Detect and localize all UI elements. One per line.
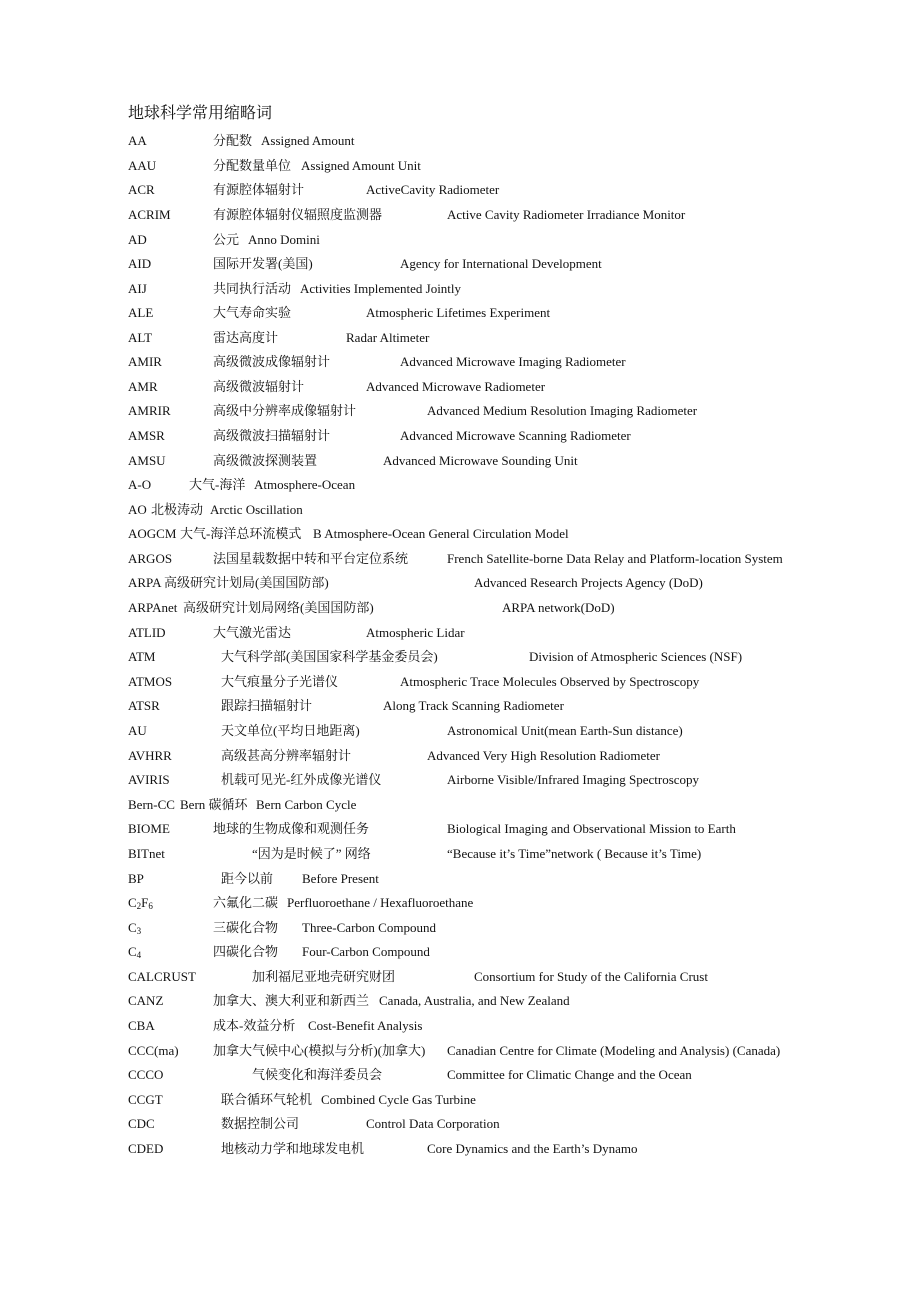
- chinese-term: 国际开发署(美国): [213, 256, 313, 271]
- abbreviation: Bern-CC: [128, 797, 175, 812]
- abbreviation-subscript: 3: [136, 926, 142, 936]
- abbreviation-row: [0, 893, 920, 913]
- abbreviation: AA: [128, 133, 147, 148]
- abbreviation-base: C: [128, 895, 137, 910]
- abbreviation-subscript: 6: [148, 901, 153, 911]
- english-term: Three-Carbon Compound: [302, 920, 436, 935]
- abbreviation: BITnet: [128, 846, 165, 861]
- abbreviation: AO: [128, 502, 147, 517]
- chinese-term: 六氟化二碳: [213, 895, 279, 910]
- abbreviation-row: [0, 426, 920, 446]
- english-term: Advanced Research Projects Agency (DoD): [474, 575, 703, 590]
- abbreviation-row: [0, 451, 920, 471]
- chinese-term: 成本-效益分析: [213, 1018, 296, 1033]
- english-term: Atmospheric Trace Molecules Observed by Spectroscopy: [400, 674, 700, 689]
- english-term: Advanced Microwave Sounding Unit: [383, 453, 578, 468]
- english-term: Active Cavity Radiometer Irradiance Monitor: [447, 207, 686, 222]
- abbreviation-row: [0, 869, 920, 889]
- abbreviation: ATLID: [128, 625, 166, 640]
- abbreviation-row: [0, 230, 920, 250]
- chinese-term: 共同执行活动: [213, 281, 292, 296]
- abbreviation: AIJ: [128, 281, 147, 296]
- abbreviation: CDC: [128, 1116, 155, 1131]
- english-term: Assigned Amount Unit: [301, 158, 421, 173]
- english-term: Control Data Corporation: [366, 1116, 500, 1131]
- abbreviation: A-O: [128, 477, 152, 492]
- english-term: Advanced Microwave Radiometer: [366, 379, 546, 394]
- abbreviation: CALCRUST: [128, 969, 196, 984]
- english-term: Four-Carbon Compound: [302, 944, 430, 959]
- abbreviation: ATSR: [128, 698, 160, 713]
- abbreviation: CCC(ma): [128, 1043, 179, 1058]
- chinese-term: 联合循环气轮机: [221, 1092, 313, 1107]
- abbreviation-row: [0, 401, 920, 421]
- abbreviation-row: [0, 819, 920, 839]
- abbreviation: AID: [128, 256, 152, 271]
- abbreviation-row: [0, 254, 920, 274]
- abbreviation-subscript: 2: [136, 901, 142, 911]
- abbreviation: ALT: [128, 330, 153, 345]
- abbreviation: BIOME: [128, 821, 170, 836]
- english-term: Canadian Centre for Climate (Modeling and Analysis) (Canada): [447, 1043, 781, 1058]
- abbreviation-row: [0, 524, 920, 544]
- chinese-term: 大气-海洋: [189, 477, 246, 492]
- chinese-term: 天文单位(平均日地距离): [221, 723, 360, 738]
- abbreviation-row: [0, 500, 920, 520]
- abbreviation-row: [0, 991, 920, 1011]
- chinese-term: 高级微波探测装置: [213, 453, 318, 468]
- abbreviation: ARPAnet: [128, 600, 178, 615]
- english-term: ActiveCavity Radiometer: [366, 182, 500, 197]
- english-term: Advanced Very High Resolution Radiometer: [427, 748, 660, 763]
- abbreviation-row: [0, 1041, 920, 1061]
- abbreviation: AMR: [128, 379, 158, 394]
- abbreviation-row: [0, 1065, 920, 1085]
- abbreviation: CANZ: [128, 993, 164, 1008]
- abbreviation: ATMOS: [128, 674, 173, 689]
- english-term: Arctic Oscillation: [210, 502, 303, 517]
- abbreviation: AD: [128, 232, 147, 247]
- abbreviation: ARGOS: [128, 551, 173, 566]
- abbreviation: BP: [128, 871, 144, 886]
- chinese-term: 高级甚高分辨率辐射计: [221, 748, 352, 763]
- english-term: Astronomical Unit(mean Earth-Sun distance): [447, 723, 683, 738]
- chinese-term: 三碳化合物: [213, 920, 279, 935]
- abbreviation-base: C: [128, 944, 137, 959]
- english-term: Advanced Microwave Scanning Radiometer: [400, 428, 631, 443]
- english-term: Advanced Microwave Imaging Radiometer: [400, 354, 626, 369]
- abbreviation: AOGCM: [128, 526, 177, 541]
- english-term: Biological Imaging and Observational Mission to Earth: [447, 821, 736, 836]
- chinese-term: 北极涛动: [151, 502, 204, 517]
- chinese-term: 分配数量单位: [213, 158, 292, 173]
- abbreviation-row: [0, 573, 920, 593]
- abbreviation: AMIR: [128, 354, 162, 369]
- english-term: B Atmosphere-Ocean General Circulation Model: [313, 526, 569, 541]
- english-term: Airborne Visible/Infrared Imaging Spectroscopy: [447, 772, 700, 787]
- chinese-term: 大气痕量分子光谱仪: [221, 674, 339, 689]
- english-term: Consortium for Study of the California Crust: [474, 969, 708, 984]
- abbreviation: CDED: [128, 1141, 164, 1156]
- abbreviation: CCGT: [128, 1092, 163, 1107]
- english-term: Advanced Medium Resolution Imaging Radiometer: [427, 403, 698, 418]
- abbreviation-base: C: [128, 920, 137, 935]
- chinese-term: 分配数: [213, 133, 253, 148]
- chinese-term: 大气激光雷达: [213, 625, 292, 640]
- chinese-term: 有源腔体辐射计: [213, 182, 305, 197]
- chinese-term: 法国星载数据中转和平台定位系统: [213, 551, 409, 566]
- abbreviation: AU: [128, 723, 147, 738]
- english-term: Atmosphere-Ocean: [254, 477, 356, 492]
- chinese-term: 地球的生物成像和观测任务: [213, 821, 370, 836]
- chinese-term: 加拿大、澳大利亚和新西兰: [213, 993, 370, 1008]
- abbreviation-row: [0, 549, 920, 569]
- abbreviation-row: [0, 967, 920, 987]
- abbreviation-row: [0, 844, 920, 864]
- abbreviation-row: [0, 205, 920, 225]
- english-term: Activities Implemented Jointly: [300, 281, 462, 296]
- chinese-term: 数据控制公司: [221, 1116, 300, 1131]
- english-term: Perfluoroethane / Hexafluoroethane: [287, 895, 474, 910]
- abbreviation-row: [0, 131, 920, 151]
- chinese-term: 高级微波辐射计: [213, 379, 305, 394]
- abbreviation-row: [0, 770, 920, 790]
- chinese-term: “因为是时候了” 网络: [252, 846, 371, 861]
- abbreviation-row: [0, 672, 920, 692]
- english-term: ARPA network(DoD): [502, 600, 615, 615]
- abbreviation-row: [0, 918, 920, 938]
- abbreviation: AMRIR: [128, 403, 171, 418]
- english-term: Assigned Amount: [261, 133, 355, 148]
- chinese-term: 四碳化合物: [213, 944, 279, 959]
- chinese-term: 高级研究计划局网络(美国国防部): [183, 600, 374, 615]
- abbreviation-row: [0, 303, 920, 323]
- abbreviation: [128, 942, 141, 962]
- abbreviation-row: [0, 1016, 920, 1036]
- abbreviation: ACR: [128, 182, 155, 197]
- english-term: Before Present: [302, 871, 379, 886]
- abbreviation-row: [0, 795, 920, 815]
- abbreviation-row: [0, 746, 920, 766]
- abbreviation: AMSR: [128, 428, 165, 443]
- english-term: Canada, Australia, and New Zealand: [379, 993, 570, 1008]
- english-term: Atmospheric Lifetimes Experiment: [366, 305, 551, 320]
- abbreviation-row: [0, 942, 920, 962]
- english-term: Radar Altimeter: [346, 330, 430, 345]
- abbreviation-row: [0, 696, 920, 716]
- chinese-term: 大气科学部(美国国家科学基金委员会): [221, 649, 438, 664]
- english-term: Anno Domini: [248, 232, 320, 247]
- abbreviation-row: [0, 1114, 920, 1134]
- abbreviation: AMSU: [128, 453, 166, 468]
- english-term: Core Dynamics and the Earth’s Dynamo: [427, 1141, 638, 1156]
- abbreviation-row: [0, 328, 920, 348]
- abbreviation-row: [0, 647, 920, 667]
- english-term: French Satellite-borne Data Relay and Platform-location System: [447, 551, 783, 566]
- english-term: Agency for International Development: [400, 256, 602, 271]
- abbreviation-row: [0, 623, 920, 643]
- abbreviation-row: [0, 475, 920, 495]
- chinese-term: 距今以前: [221, 871, 274, 886]
- abbreviation: ALE: [128, 305, 154, 320]
- abbreviation-row: [0, 598, 920, 618]
- chinese-term: 机载可见光-红外成像光谱仪: [221, 772, 382, 787]
- abbreviation: CBA: [128, 1018, 155, 1033]
- chinese-term: 高级中分辨率成像辐射计: [213, 403, 357, 418]
- chinese-term: 地核动力学和地球发电机: [221, 1141, 365, 1156]
- chinese-term: 跟踪扫描辐射计: [221, 698, 313, 713]
- abbreviation: [128, 893, 153, 913]
- abbreviation: AVHRR: [128, 748, 172, 763]
- english-term: Combined Cycle Gas Turbine: [321, 1092, 476, 1107]
- abbreviation-row: [0, 352, 920, 372]
- english-term: Committee for Climatic Change and the Ocean: [447, 1067, 692, 1082]
- chinese-term: 气候变化和海洋委员会: [252, 1067, 383, 1082]
- chinese-term: 高级微波扫描辐射计: [213, 428, 331, 443]
- abbreviation-row: [0, 156, 920, 176]
- abbreviation: AAU: [128, 158, 157, 173]
- english-term: “Because it’s Time”network ( Because it’s Time): [447, 846, 702, 861]
- chinese-term: Bern 碳循环: [180, 797, 248, 812]
- abbreviation-base: F: [141, 895, 149, 910]
- chinese-term: 公元: [213, 232, 240, 247]
- abbreviation-row: [0, 1139, 920, 1159]
- abbreviation-subscript: 4: [136, 950, 142, 960]
- chinese-term: 加利福尼亚地壳研究财团: [252, 969, 396, 984]
- abbreviation: CCCO: [128, 1067, 164, 1082]
- chinese-term: 加拿大气候中心(模拟与分析)(加拿大): [213, 1043, 426, 1058]
- abbreviation-row: [0, 1090, 920, 1110]
- english-term: Division of Atmospheric Sciences (NSF): [529, 649, 743, 664]
- english-term: Along Track Scanning Radiometer: [383, 698, 564, 713]
- abbreviation-row: [0, 180, 920, 200]
- english-term: Atmospheric Lidar: [366, 625, 465, 640]
- chinese-term: 大气-海洋总环流模式: [180, 526, 302, 541]
- english-term: Bern Carbon Cycle: [256, 797, 357, 812]
- abbreviation: ATM: [128, 649, 156, 664]
- chinese-term: 有源腔体辐射仪辐照度监测器: [213, 207, 383, 222]
- abbreviation: AVIRIS: [128, 772, 170, 787]
- chinese-term: 高级微波成像辐射计: [213, 354, 331, 369]
- abbreviation: ACRIM: [128, 207, 171, 222]
- chinese-term: 雷达高度计: [213, 330, 279, 345]
- english-term: Cost-Benefit Analysis: [308, 1018, 423, 1033]
- abbreviation: ARPA: [128, 575, 162, 590]
- abbreviation-row: [0, 279, 920, 299]
- abbreviation-row: [0, 721, 920, 741]
- chinese-term: 高级研究计划局(美国国防部): [164, 575, 329, 590]
- abbreviation: [128, 918, 141, 938]
- abbreviation-row: [0, 377, 920, 397]
- document-title: 地球科学常用缩略词: [128, 105, 273, 122]
- chinese-term: 大气寿命实验: [213, 305, 292, 320]
